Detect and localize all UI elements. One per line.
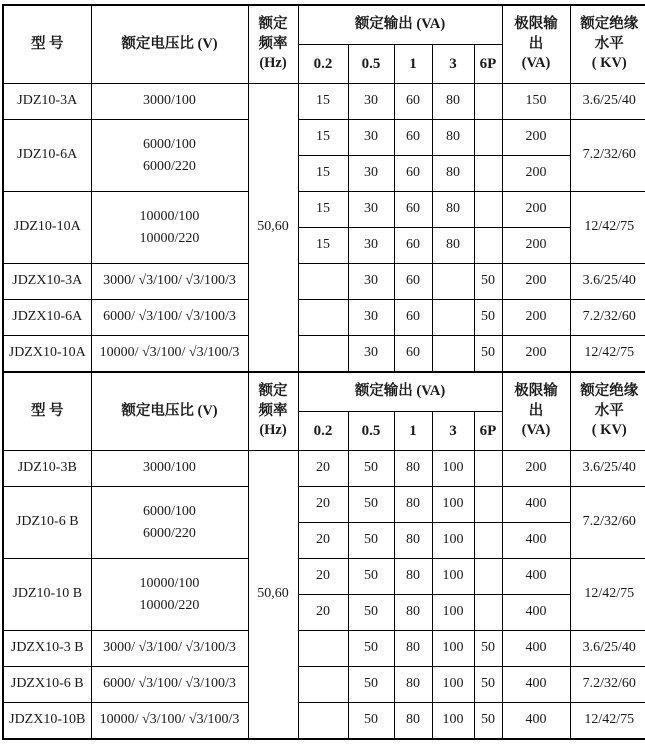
header-insulation <box>570 372 645 451</box>
output-cell: 30 <box>348 156 394 192</box>
ratio-line: 10000/220 <box>93 595 247 617</box>
output-cell: 100 <box>432 631 474 667</box>
header-rated-output: 额定输出 (VA) <box>298 5 502 45</box>
header-frequency-line: 额定 <box>250 382 297 402</box>
limit-cell: 400 <box>502 703 570 740</box>
header-frequency-line: 额定 <box>250 15 297 35</box>
output-cell <box>474 595 502 631</box>
ratio-cell: 6000/ √3/100/ √3/100/3 <box>91 667 248 703</box>
output-cell: 60 <box>394 228 432 264</box>
ratio-cell: 3000/100 <box>91 84 248 120</box>
insulation-cell: 7.2/32/60 <box>570 120 645 192</box>
insulation-cell: 7.2/32/60 <box>570 300 645 336</box>
model-cell: JDZX10-6A <box>3 300 91 336</box>
model-cell: JDZ10-6 B <box>3 487 91 559</box>
output-cell: 80 <box>394 487 432 523</box>
output-cell: 100 <box>432 487 474 523</box>
table-header-row-b <box>3 372 645 412</box>
output-cell: 50 <box>474 631 502 667</box>
ratio-cell <box>91 120 248 192</box>
table-row <box>3 667 645 703</box>
table-row <box>3 120 645 156</box>
header-model: 型 号 <box>3 5 91 84</box>
limit-cell: 400 <box>502 487 570 523</box>
header-frequency <box>248 372 298 451</box>
ratio-cell: 10000/ √3/100/ √3/100/3 <box>91 703 248 740</box>
frequency-cell: 50,60 <box>248 84 298 373</box>
output-cell <box>474 84 502 120</box>
ratio-cell <box>91 192 248 264</box>
ratio-line: 10000/100 <box>93 206 247 228</box>
limit-cell: 200 <box>502 192 570 228</box>
output-cell: 80 <box>394 451 432 487</box>
table-row <box>3 451 645 487</box>
output-cell: 80 <box>394 667 432 703</box>
ratio-line: 10000/220 <box>93 228 247 250</box>
limit-cell: 200 <box>502 120 570 156</box>
insulation-cell: 7.2/32/60 <box>570 487 645 559</box>
table-row <box>3 192 645 228</box>
insulation-cell: 3.6/25/40 <box>570 451 645 487</box>
output-cell: 50 <box>474 300 502 336</box>
limit-cell: 400 <box>502 559 570 595</box>
output-cell: 100 <box>432 667 474 703</box>
output-cell: 80 <box>394 523 432 559</box>
output-cell: 30 <box>348 120 394 156</box>
output-cell <box>298 264 348 300</box>
output-cell: 50 <box>348 667 394 703</box>
output-cell <box>474 487 502 523</box>
output-cell: 15 <box>298 120 348 156</box>
output-cell: 15 <box>298 156 348 192</box>
output-cell <box>432 264 474 300</box>
limit-cell: 400 <box>502 631 570 667</box>
ratio-cell <box>91 559 248 631</box>
output-cell: 50 <box>474 264 502 300</box>
output-cell: 20 <box>298 523 348 559</box>
output-cell: 30 <box>348 336 394 373</box>
ratio-line: 10000/100 <box>93 573 247 595</box>
output-cell <box>474 192 502 228</box>
output-cell <box>474 559 502 595</box>
header-accuracy-class: 0.5 <box>348 45 394 84</box>
table-row <box>3 487 645 523</box>
header-frequency <box>248 5 298 84</box>
frequency-cell: 50,60 <box>248 451 298 740</box>
output-cell: 80 <box>432 120 474 156</box>
header-limit-output <box>502 372 570 451</box>
model-cell: JDZ10-10 B <box>3 559 91 631</box>
output-cell: 50 <box>348 559 394 595</box>
limit-cell: 200 <box>502 156 570 192</box>
insulation-cell: 12/42/75 <box>570 559 645 631</box>
header-limit-line: (VA) <box>504 421 569 441</box>
output-cell: 80 <box>432 228 474 264</box>
output-cell: 20 <box>298 451 348 487</box>
output-cell: 100 <box>432 451 474 487</box>
output-cell <box>432 300 474 336</box>
table-row <box>3 84 645 120</box>
ratio-cell: 3000/ √3/100/ √3/100/3 <box>91 631 248 667</box>
output-cell <box>298 703 348 740</box>
output-cell: 50 <box>348 523 394 559</box>
output-cell: 80 <box>432 192 474 228</box>
header-limit-line: 极限输 <box>504 15 569 35</box>
header-insulation-line: ( KV) <box>572 421 645 441</box>
ratio-line: 6000/100 <box>93 501 247 523</box>
output-cell: 80 <box>432 84 474 120</box>
limit-cell: 400 <box>502 667 570 703</box>
model-cell: JDZX10-6 B <box>3 667 91 703</box>
header-accuracy-class: 3 <box>432 412 474 451</box>
output-cell: 60 <box>394 84 432 120</box>
header-accuracy-class: 3 <box>432 45 474 84</box>
header-insulation-line: 水平 <box>572 402 645 422</box>
output-cell <box>474 451 502 487</box>
header-limit-line: 出 <box>504 402 569 422</box>
limit-cell: 400 <box>502 523 570 559</box>
ratio-cell: 6000/ √3/100/ √3/100/3 <box>91 300 248 336</box>
table-row <box>3 703 645 740</box>
output-cell: 50 <box>348 487 394 523</box>
ratio-line: 6000/220 <box>93 156 247 178</box>
model-cell: JDZX10-10A <box>3 336 91 373</box>
spec-table <box>2 4 645 740</box>
limit-cell: 400 <box>502 595 570 631</box>
output-cell <box>298 300 348 336</box>
output-cell: 60 <box>394 192 432 228</box>
output-cell: 60 <box>394 300 432 336</box>
header-insulation-line: 额定绝缘 <box>572 382 645 402</box>
model-cell: JDZX10-3 B <box>3 631 91 667</box>
header-model: 型 号 <box>3 372 91 451</box>
output-cell: 80 <box>394 703 432 740</box>
output-cell: 50 <box>348 703 394 740</box>
output-cell: 60 <box>394 336 432 373</box>
limit-cell: 200 <box>502 264 570 300</box>
table-header-row-a <box>3 5 645 45</box>
output-cell <box>474 523 502 559</box>
header-rated-output: 额定输出 (VA) <box>298 372 502 412</box>
output-cell: 20 <box>298 559 348 595</box>
insulation-cell: 12/42/75 <box>570 192 645 264</box>
insulation-cell: 3.6/25/40 <box>570 84 645 120</box>
table-row <box>3 264 645 300</box>
header-voltage-ratio: 额定电压比 (V) <box>91 372 248 451</box>
limit-cell: 150 <box>502 84 570 120</box>
output-cell: 15 <box>298 84 348 120</box>
header-frequency-line: 频率 <box>250 402 297 422</box>
model-cell: JDZ10-6A <box>3 120 91 192</box>
header-accuracy-class: 0.5 <box>348 412 394 451</box>
output-cell: 60 <box>394 120 432 156</box>
output-cell: 50 <box>348 631 394 667</box>
insulation-cell: 3.6/25/40 <box>570 631 645 667</box>
ratio-cell: 10000/ √3/100/ √3/100/3 <box>91 336 248 373</box>
limit-cell: 200 <box>502 228 570 264</box>
header-frequency-line: (Hz) <box>250 54 297 74</box>
ratio-line: 6000/220 <box>93 523 247 545</box>
output-cell: 30 <box>348 300 394 336</box>
table-row <box>3 336 645 373</box>
header-accuracy-class: 1 <box>394 45 432 84</box>
output-cell: 80 <box>394 559 432 595</box>
output-cell: 50 <box>474 667 502 703</box>
output-cell: 20 <box>298 595 348 631</box>
output-cell: 30 <box>348 84 394 120</box>
limit-cell: 200 <box>502 451 570 487</box>
output-cell: 30 <box>348 192 394 228</box>
output-cell: 15 <box>298 228 348 264</box>
header-accuracy-class: 0.2 <box>298 412 348 451</box>
header-frequency-line: (Hz) <box>250 421 297 441</box>
header-frequency-line: 频率 <box>250 35 297 55</box>
insulation-cell: 7.2/32/60 <box>570 667 645 703</box>
output-cell: 100 <box>432 523 474 559</box>
model-cell: JDZ10-10A <box>3 192 91 264</box>
output-cell <box>298 667 348 703</box>
output-cell <box>298 336 348 373</box>
header-limit-output <box>502 5 570 84</box>
header-limit-line: 极限输 <box>504 382 569 402</box>
table-row <box>3 300 645 336</box>
insulation-cell: 12/42/75 <box>570 703 645 740</box>
header-accuracy-class: 0.2 <box>298 45 348 84</box>
output-cell <box>432 336 474 373</box>
output-cell: 20 <box>298 487 348 523</box>
header-insulation-line: ( KV) <box>572 54 645 74</box>
ratio-cell: 3000/100 <box>91 451 248 487</box>
header-limit-line: (VA) <box>504 54 569 74</box>
output-cell <box>298 631 348 667</box>
header-accuracy-class: 6P <box>474 45 502 84</box>
limit-cell: 200 <box>502 336 570 373</box>
output-cell: 80 <box>394 595 432 631</box>
table-row <box>3 559 645 595</box>
header-insulation-line: 额定绝缘 <box>572 15 645 35</box>
output-cell: 50 <box>348 595 394 631</box>
output-cell: 50 <box>474 336 502 373</box>
output-cell: 100 <box>432 595 474 631</box>
header-insulation-line: 水平 <box>572 35 645 55</box>
output-cell: 50 <box>474 703 502 740</box>
model-cell: JDZ10-3B <box>3 451 91 487</box>
header-limit-line: 出 <box>504 35 569 55</box>
output-cell: 30 <box>348 228 394 264</box>
ratio-cell: 3000/ √3/100/ √3/100/3 <box>91 264 248 300</box>
output-cell: 100 <box>432 703 474 740</box>
header-accuracy-class: 1 <box>394 412 432 451</box>
header-accuracy-class: 6P <box>474 412 502 451</box>
output-cell: 80 <box>432 156 474 192</box>
header-voltage-ratio: 额定电压比 (V) <box>91 5 248 84</box>
output-cell: 60 <box>394 264 432 300</box>
limit-cell: 200 <box>502 300 570 336</box>
model-cell: JDZX10-3A <box>3 264 91 300</box>
insulation-cell: 3.6/25/40 <box>570 264 645 300</box>
output-cell: 60 <box>394 156 432 192</box>
output-cell: 15 <box>298 192 348 228</box>
output-cell: 50 <box>348 451 394 487</box>
output-cell: 30 <box>348 264 394 300</box>
output-cell <box>474 120 502 156</box>
model-cell: JDZ10-3A <box>3 84 91 120</box>
model-cell: JDZX10-10B <box>3 703 91 740</box>
ratio-line: 6000/100 <box>93 134 247 156</box>
output-cell <box>474 156 502 192</box>
output-cell: 100 <box>432 559 474 595</box>
insulation-cell: 12/42/75 <box>570 336 645 373</box>
output-cell: 80 <box>394 631 432 667</box>
output-cell <box>474 228 502 264</box>
ratio-cell <box>91 487 248 559</box>
table-row <box>3 631 645 667</box>
header-insulation <box>570 5 645 84</box>
